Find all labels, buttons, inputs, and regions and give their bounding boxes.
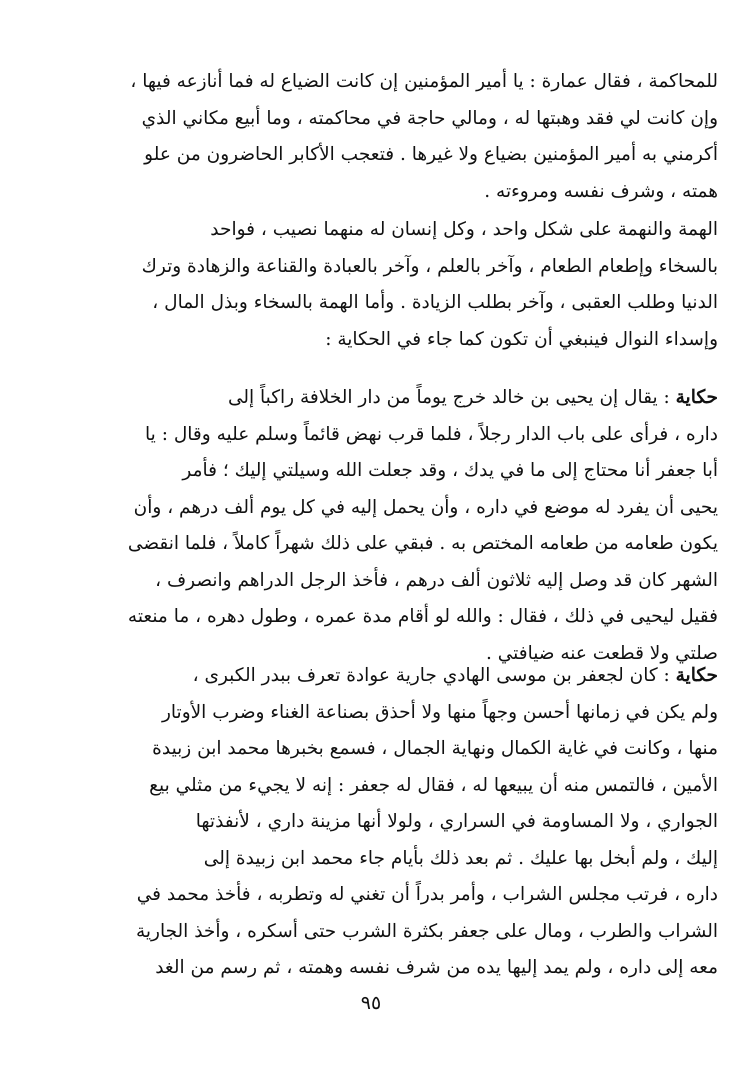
text-line: للمحاكمة ، فقال عمارة : يا أمير المؤمنين إن كانت الضياع له فما أنازعه فيها ، [130, 71, 718, 92]
text-line: الدنيا وطلب العقبى ، وآخر بطلب الزيادة . وأما الهمة بالسخاء وبذل المال ، [152, 292, 718, 313]
text-line: همته ، وشرف نفسه ومروءته . [484, 180, 718, 202]
paragraph-ammara-reply [66, 64, 718, 210]
paragraph-story-yahya [66, 380, 718, 672]
text-line: ولم يكن في زمانها أحسن وجهاً منها ولا أحذق بصناعة الغناء وضرب الأوتار [161, 701, 718, 723]
story-label: حكاية [675, 665, 718, 686]
text-line: فقيل ليحيى في ذلك ، فقال : والله لو أقام مدة عمره ، وطول دهره ، ما منعته [127, 606, 718, 627]
text-line: إليك ، ولم أبخل بها عليك . ثم بعد ذلك بأيام جاء محمد ابن زبيدة إلى [203, 847, 718, 869]
story-label: حكاية [675, 387, 718, 408]
text-line: الجواري ، ولا المساومة في السراري ، ولولا أنها مزينة داري ، لأنفذتها [195, 811, 718, 832]
text-line: الهمة والنهمة على شكل واحد ، وكل إنسان له منهما نصيب ، فواحد [210, 219, 718, 240]
text-line: يحيى أن يفرد له موضع في داره ، وأن يحمل إليه في كل يوم ألف درهم ، وأن [133, 496, 718, 518]
text-line: الأمين ، فالتمس منه أن يبيعها له ، فقال له جعفر : إنه لا يجيء من مثلي بيع [149, 774, 718, 796]
text-line: أكرمني به أمير المؤمنين بضياع ولا غيرها . فتعجب الأكابر الحاضرون من علو [144, 144, 718, 165]
page-number: ٩٥ [360, 992, 382, 1014]
text-line: داره ، فرتب مجلس الشراب ، وأمر بدراً أن تغني له وتطربه ، فأخذ محمد في [136, 884, 718, 905]
text-line: يكون طعامه من طعامه المختص به . فبقي على ذلك شهراً كاملاً ، فلما انقضى [127, 533, 718, 554]
text-line: صلتي ولا قطعت عنه ضيافتي . [485, 642, 718, 664]
text-line: الشهر كان قد وصل إليه ثلاثون ألف درهم ، فأخذ الرجل الدراهم وانصرف ، [155, 569, 718, 591]
text-line: داره ، فرأى على باب الدار رجلاً ، فلما قرب نهض قائماً وسلم عليه وقال : يا [145, 423, 718, 445]
text-line: بالسخاء وإطعام الطعام ، وآخر بالعلم ، وآخر بالعبادة والقناعة والزهادة وترك [141, 255, 718, 277]
text-line: وإن كانت لي فقد وهبتها له ، ومالي حاجة في محاكمته ، وما أبيع مكاني الذي [141, 107, 718, 129]
text-line: وإسداء النوال فينبغي أن تكون كما جاء في الحكاية : [325, 328, 718, 350]
paragraph-story-jafar [66, 658, 718, 987]
text-line [66, 658, 718, 695]
paragraph-himma [66, 212, 718, 358]
story-first-line: : يقال إن يحيى بن خالد خرج يوماً من دار الخلافة راكباً إلى [227, 387, 676, 408]
story-first-line: : كان لجعفر بن موسى الهادي جارية عوادة تعرف ببدر الكبرى ، [192, 665, 676, 686]
text-line: منها ، وكانت في غاية الكمال ونهاية الجمال ، فسمع بخبرها محمد ابن زبيدة [152, 738, 718, 759]
text-line: الشراب والطرب ، ومال على جعفر بكثرة الشرب حتى أسكره ، وأخذ الجارية [135, 920, 718, 942]
text-line: أبا جعفر أنا محتاج إلى ما في يدك ، وقد جعلت الله وسيلتي إليك ؛ فأمر [182, 460, 718, 481]
text-line: معه إلى داره ، ولم يمد إليها يده من شرف نفسه وهمته ، ثم رسم من الغد [155, 957, 718, 978]
text-line [66, 380, 718, 417]
